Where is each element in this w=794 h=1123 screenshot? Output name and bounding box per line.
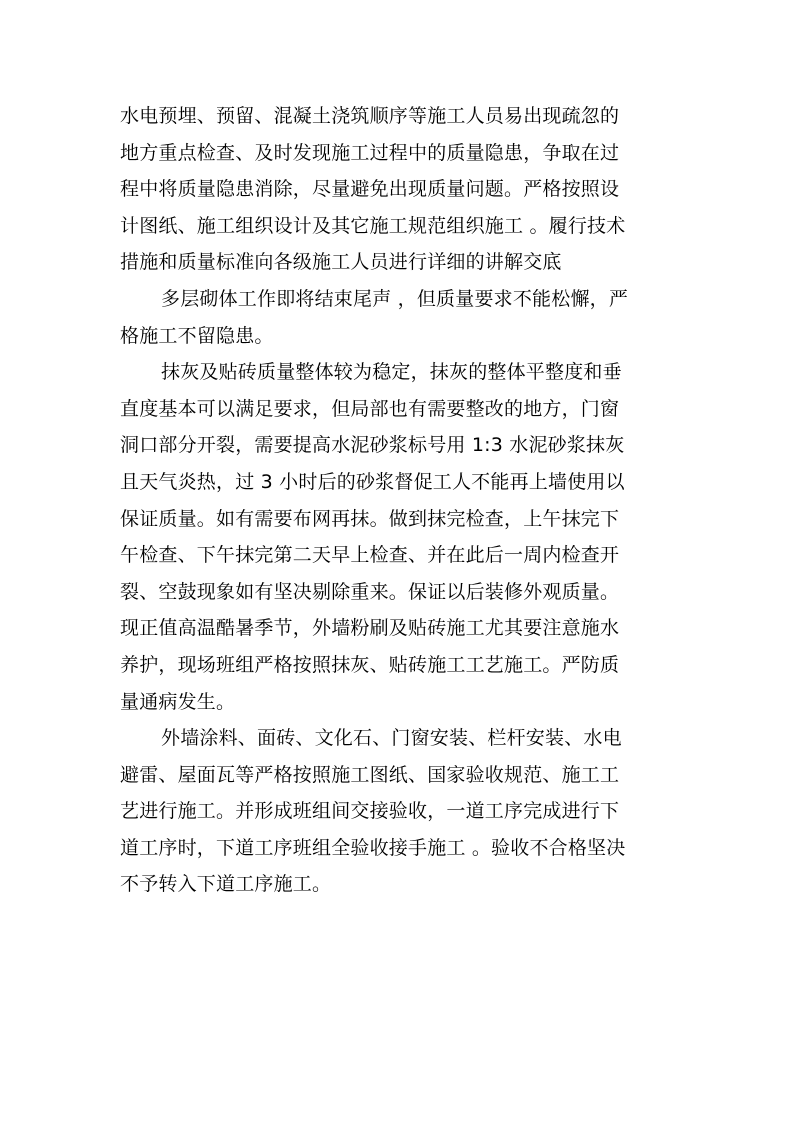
text-line: 艺进行施工。并形成班组间交接验收，一道工序完成进行下 xyxy=(120,800,620,823)
text-line: 措施和质量标准向各级施工人员进行详细的讲解交底 xyxy=(120,251,562,274)
text-line: 养护，现场班组严格按照抹灰、贴砖施工工艺施工。严防质 xyxy=(120,653,620,676)
paragraph-1 xyxy=(120,98,680,281)
text-line: 午检查、下午抹完第二天早上检查、并在此后一周内检查开 xyxy=(120,544,620,567)
paragraph-4 xyxy=(120,720,680,903)
text-line: 不予转入下道工序施工。 xyxy=(120,873,332,896)
text-line: 计图纸、施工组织设计及其它施工规范组织施工 。履行技术 xyxy=(120,214,626,237)
text-line: 避雷、屋面瓦等严格按照施工图纸、国家验收规范、施工工 xyxy=(120,763,620,786)
text-line: 裂、空鼓现象如有坚决剔除重来。保证以后装修外观质量。 xyxy=(120,580,620,603)
text-line: 地方重点检查、及时发现施工过程中的质量隐患，争取在过 xyxy=(120,141,620,164)
text-line: 且天气炎热，过 3 小时后的砂浆督促工人不能再上墙使用以 xyxy=(120,470,625,493)
text-line: 格施工不留隐患。 xyxy=(120,324,274,347)
text-line: 洞口部分开裂，需要提高水泥砂浆标号用 1:3 水泥砂浆抹灰 xyxy=(120,434,625,457)
text-line: 现正值高温酷暑季节，外墙粉刷及贴砖施工尤其要注意施水 xyxy=(120,617,620,640)
paragraph-2 xyxy=(120,281,680,354)
text-line: 多层砌体工作即将结束尾声 ，但质量要求不能松懈，严 xyxy=(161,287,629,310)
body-text xyxy=(120,98,680,903)
paragraph-3 xyxy=(120,354,680,720)
text-line: 外墙涂料、面砖、文化石、门窗安装、栏杆安装、水电 xyxy=(161,727,622,750)
text-line: 量通病发生。 xyxy=(120,690,236,713)
text-line: 程中将质量隐患消除，尽量避免出现质量问题。严格按照设 xyxy=(120,178,620,201)
text-line: 道工序时，下道工序班组全验收接手施工 。验收不合格坚决 xyxy=(120,836,626,859)
text-line: 抹灰及贴砖质量整体较为稳定，抹灰的整体平整度和垂 xyxy=(161,361,622,384)
text-line: 保证质量。如有需要布网再抹。做到抹完检查，上午抹完下 xyxy=(120,507,620,530)
text-line: 直度基本可以满足要求，但局部也有需要整改的地方，门窗 xyxy=(120,397,620,420)
text-line: 水电预埋、预留、混凝土浇筑顺序等施工人员易出现疏忽的 xyxy=(120,105,620,127)
